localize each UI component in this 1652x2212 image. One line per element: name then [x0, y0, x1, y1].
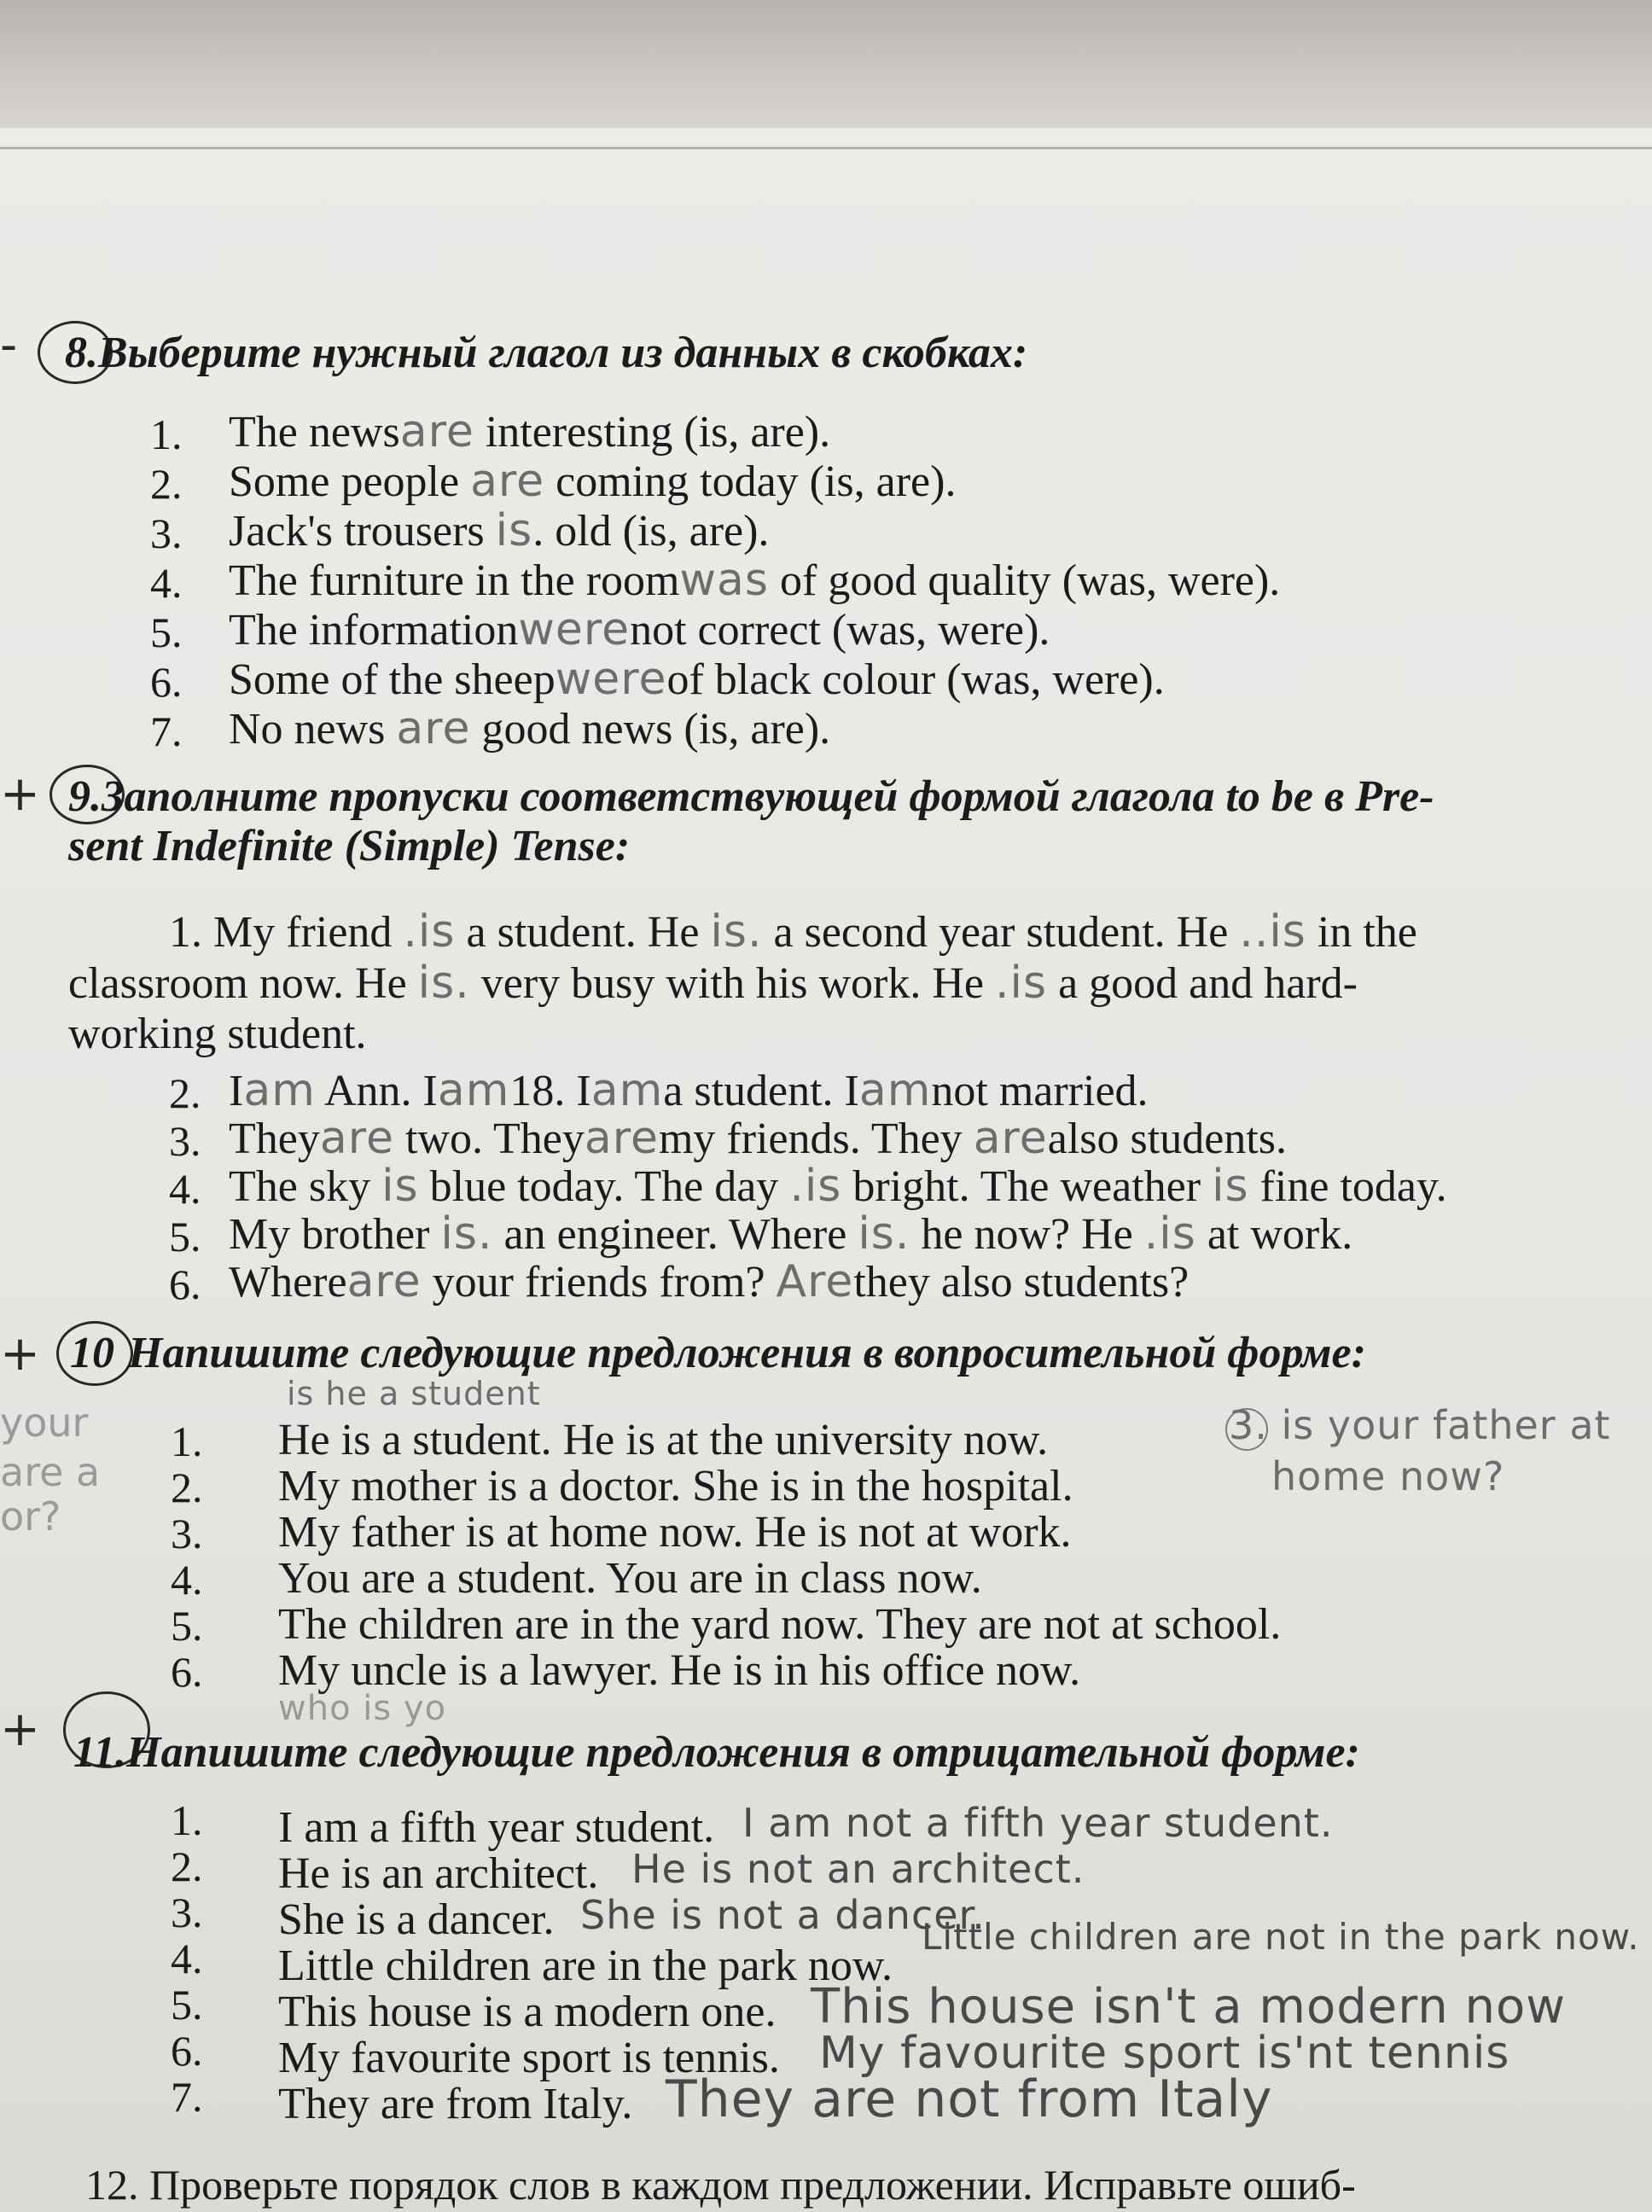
item-number: 7.: [150, 707, 183, 755]
handwritten-answer-3-cont: home now?: [1271, 1453, 1505, 1499]
item-text: Ann. I: [315, 1067, 438, 1115]
item-text: not correct (was, were).: [630, 606, 1050, 655]
margin-note-3: or?: [0, 1493, 61, 1540]
item-number: 6.: [150, 658, 183, 706]
handwritten-answer: My favourite sport is'nt tennis: [819, 2028, 1510, 2079]
margin-mark: -: [0, 317, 18, 373]
item-text: an engineer. Where: [492, 1210, 858, 1259]
exercise-11-item: She is a dancer.: [278, 1895, 555, 1944]
item-number: 6.: [171, 1648, 203, 1696]
handwritten-answer: I am not a fifth year student.: [742, 1800, 1334, 1846]
exercise-9-heading: [68, 771, 1434, 823]
margin-note-1: your: [0, 1400, 89, 1446]
item-number: 5.: [169, 1213, 201, 1260]
handwritten-answer: were: [518, 604, 631, 655]
item-text: bright. The weather: [841, 1162, 1213, 1211]
exercise-8-item: [229, 604, 1050, 656]
item-number: 5.: [150, 608, 183, 656]
handwritten-answer: is.: [858, 1208, 910, 1260]
exercise-10-item: The children are in the yard now. They are not at school.: [278, 1600, 1282, 1649]
exercise-10-item: My father is at home now. He is not at work.: [278, 1508, 1072, 1557]
item-number: 3.: [171, 1889, 203, 1936]
exercise-10-item: My mother is a doctor. She is in the hospital.: [278, 1462, 1073, 1511]
handwritten-answer-3: 3. is your father at: [1229, 1402, 1611, 1448]
item-number: 6.: [169, 1260, 201, 1308]
exercise-11-item: This house is a modern one.: [278, 1988, 777, 2036]
item-number: 2.: [171, 1464, 203, 1511]
exercise-9-item: [229, 1065, 1149, 1117]
item-text: coming today (is, are).: [544, 457, 957, 506]
item-text: Jack's trousers: [229, 507, 496, 556]
handwritten-answer: are: [973, 1113, 1048, 1164]
exercise-8-number: 8.: [65, 329, 98, 377]
item-number: 1.: [171, 1417, 203, 1465]
exercise-11-title: Напишите следующие предложения в отрицательной форме:: [126, 1728, 1360, 1777]
exercise-8-title: Выберите нужный глагол из данных в скобках:: [98, 329, 1028, 377]
item-text: No news: [229, 705, 397, 754]
handwritten-answer: .is: [995, 958, 1048, 1009]
item-number: 7.: [171, 2073, 203, 2121]
exercise-8-item: [229, 505, 769, 557]
handwritten-answer: .is: [403, 906, 456, 958]
exercise-10-number: 10: [70, 1329, 114, 1377]
exercise-8-heading: [65, 328, 1027, 379]
item-number: 3.: [150, 509, 183, 557]
exercise-10-item: You are a student. You are in class now.: [278, 1554, 982, 1603]
exercise-9-item: [229, 1161, 1447, 1213]
exercise-9-para-line-2: [68, 958, 1358, 1010]
handwritten-answer: are: [346, 1256, 422, 1307]
exercise-10-heading: [70, 1328, 1366, 1379]
item-text: also students.: [1047, 1115, 1287, 1163]
handwritten-answer: ..is: [1239, 906, 1306, 958]
item-text: my friends. They: [658, 1115, 974, 1163]
item-number: 3.: [171, 1510, 203, 1557]
handwritten-answer: They are not from Italy: [666, 2069, 1273, 2129]
exercise-11-number: 11.: [73, 1728, 127, 1777]
item-text: The information: [229, 606, 519, 655]
exercise-11-item: My favourite sport is tennis.: [278, 2034, 780, 2082]
handwritten-answer: am: [243, 1065, 316, 1116]
item-number: 4.: [150, 559, 183, 607]
page-edge: [0, 147, 1652, 149]
handwritten-note-bottom: who is yo: [278, 1689, 447, 1728]
exercise-9-para-line-1: [169, 906, 1417, 958]
item-text: I: [229, 1067, 244, 1115]
item-text: of good quality (was, were).: [769, 556, 1281, 605]
item-number: 2.: [150, 460, 183, 508]
exercise-12-heading: 12. Проверьте порядок слов в каждом предложении. Исправьте ошиб-: [85, 2161, 1356, 2209]
item-text: blue today. The day: [418, 1162, 790, 1211]
item-number: 4.: [171, 1935, 203, 1982]
handwritten-answer: is.: [440, 1208, 493, 1260]
margin-note-2: are a: [0, 1449, 101, 1495]
item-text: 1. My friend: [169, 908, 404, 957]
item-text: 18. I: [509, 1067, 591, 1115]
exercise-10-item: My uncle is a lawyer. He is in his office now.: [278, 1646, 1081, 1695]
handwritten-answer: is: [495, 505, 533, 556]
handwritten-answer: were: [555, 654, 667, 705]
exercise-9-item: [229, 1256, 1189, 1308]
handwritten-answer: am: [858, 1065, 932, 1116]
handwritten-answer: Are: [776, 1256, 854, 1307]
margin-mark: +: [0, 1702, 40, 1757]
handwritten-answer: is: [381, 1161, 419, 1212]
handwritten-answer: She is not a dancer.: [580, 1892, 986, 1938]
handwritten-answer: am: [590, 1065, 664, 1116]
exercise-11-heading: [73, 1727, 1360, 1778]
exercise-8-item: [229, 456, 956, 508]
handwritten-answer: is.: [710, 906, 763, 958]
item-text: at work.: [1195, 1210, 1353, 1259]
item-number: 5.: [171, 1981, 203, 2029]
exercise-11-item: Little children are in the park now.: [278, 1941, 893, 1990]
handwritten-answer: are: [470, 456, 545, 507]
item-text: The furniture in the room: [229, 556, 680, 605]
item-text: of black colour (was, were).: [666, 655, 1165, 704]
exercise-9-title: Заполните пропуски соответствующей формой глагола to be в Pre-: [102, 772, 1434, 821]
exercise-11-item: He is an architect.: [278, 1849, 599, 1898]
item-text: They: [229, 1115, 320, 1163]
item-text: a second year student. He: [762, 908, 1240, 957]
handwritten-answer: is: [1212, 1161, 1249, 1212]
item-text: a good and hard-: [1047, 959, 1358, 1008]
handwritten-answer: This house isn't a modern now: [811, 1979, 1567, 2034]
exercise-8-item: [229, 654, 1165, 706]
item-number: 2.: [171, 1842, 203, 1890]
exercise-11-item: I am a fifth year student.: [278, 1803, 715, 1852]
item-number: 2.: [169, 1069, 201, 1117]
handwritten-answer: am: [437, 1065, 510, 1116]
item-text: very busy with his work. He: [469, 959, 995, 1008]
item-text: Some of the sheep: [229, 655, 556, 704]
exercise-10-title: Напишите следующие предложения в вопросительной форме:: [128, 1329, 1366, 1377]
item-number: 1.: [171, 1796, 203, 1844]
exercise-11-item: They are from Italy.: [278, 2080, 633, 2128]
item-text: classroom now. He: [68, 959, 418, 1008]
handwritten-note: is he a student: [287, 1375, 541, 1412]
item-text: in the: [1306, 908, 1417, 957]
item-text: good news (is, are).: [470, 705, 831, 754]
item-text: interesting (is, are).: [474, 408, 831, 457]
item-number: 6.: [171, 2027, 203, 2075]
item-text: . old (is, are).: [532, 507, 770, 556]
exercise-8-item: [229, 406, 830, 458]
handwritten-answer: Little children are not in the park now.: [922, 1916, 1640, 1958]
item-text: Some people: [229, 457, 471, 506]
item-number: 1.: [150, 410, 183, 458]
handwritten-answer: are: [319, 1113, 394, 1164]
exercise-9-title-cont: sent Indefinite (Simple) Tense:: [68, 822, 631, 870]
item-text: a student. He: [455, 908, 711, 957]
exercise-10-item: He is a student. He is at the university now.: [278, 1416, 1049, 1464]
handwritten-answer: are: [396, 703, 471, 754]
item-text: not married.: [931, 1067, 1149, 1115]
item-text: they also students?: [853, 1258, 1190, 1307]
exercise-9-item: [229, 1208, 1352, 1260]
handwritten-answer: are: [399, 406, 474, 457]
exercise-9-number: 9.: [68, 772, 102, 821]
exercise-9-item: [229, 1113, 1287, 1165]
grade-plus-mark: +: [0, 766, 40, 822]
grade-plus-mark: +: [0, 1326, 40, 1382]
item-number: 3.: [169, 1117, 201, 1165]
item-number: 5.: [171, 1602, 203, 1650]
item-text: a student. I: [663, 1067, 859, 1115]
handwritten-answer: was: [679, 555, 770, 606]
item-text: your friends from?: [421, 1258, 777, 1307]
item-text: The sky: [229, 1162, 382, 1211]
handwritten-answer: is.: [417, 958, 470, 1009]
exercise-8-item: [229, 703, 830, 755]
item-text: The news: [229, 408, 400, 457]
handwritten-answer: .is: [1143, 1208, 1196, 1260]
handwritten-answer: He is not an architect.: [631, 1846, 1085, 1892]
item-text: he now? He: [910, 1210, 1144, 1259]
item-number: 4.: [169, 1165, 201, 1213]
handwritten-answer: .is: [789, 1161, 842, 1212]
exercise-8-item: [229, 555, 1280, 607]
item-text: My brother: [229, 1210, 441, 1259]
handwritten-answer: are: [584, 1113, 659, 1164]
item-number: 4.: [171, 1556, 203, 1604]
exercise-9-para-line-3: working student.: [68, 1010, 367, 1058]
item-text: fine today.: [1248, 1162, 1447, 1211]
item-text: Where: [229, 1258, 347, 1307]
item-text: two. They: [393, 1115, 585, 1163]
